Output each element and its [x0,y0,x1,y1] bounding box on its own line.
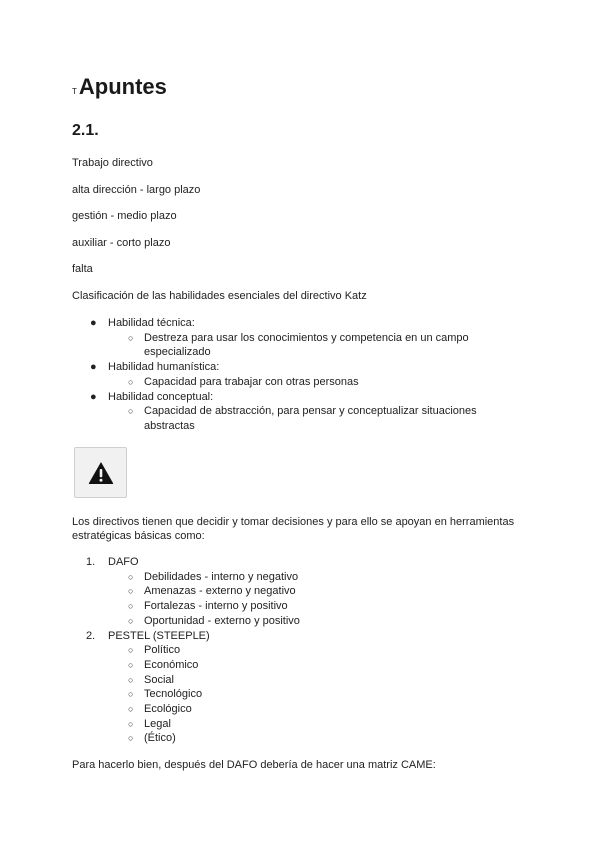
skill-label: Habilidad conceptual: [108,390,214,403]
tool-label: PESTEL (STEEPLE) [108,629,210,642]
skill-label: Habilidad técnica: [108,317,195,329]
tool-subitem: Tecnológico [144,688,203,701]
tools-list [72,555,524,746]
list-item [72,331,524,360]
number-marker: 1. [86,556,96,568]
circle-marker: ○ [128,601,134,612]
list-item [72,731,524,746]
paragraph-gestion: gestión - medio plazo [72,210,177,222]
tool-subitem: Amenazas - externo y negativo [144,585,296,598]
paragraph-falta: falta [72,263,93,275]
bullet-marker: ● [90,317,97,329]
list-item [72,658,524,673]
bullet-marker: ● [90,390,97,403]
circle-marker: ○ [128,659,134,670]
skill-label: Habilidad humanística: [108,361,220,374]
list-item [72,570,524,585]
title-text: Apuntes [78,74,167,99]
number-marker: 2. [86,629,96,642]
section-heading: 2.1. [72,122,99,139]
tool-subitem: Debilidades - interno y negativo [144,570,299,583]
paragraph-alta-direccion: alta dirección - largo plazo [72,184,201,196]
paragraph-trabajo-directivo: Trabajo directivo [72,157,153,169]
circle-marker: ○ [128,733,134,744]
skill-detail: Capacidad para trabajar con otras personas [144,375,359,388]
list-item [72,643,524,658]
list-item [72,629,524,644]
list-item [72,614,524,629]
circle-marker: ○ [128,674,134,685]
skill-detail: Capacidad de abstracción, para pensar y conceptualizar situaciones abstractas [144,405,477,432]
tool-subitem: Legal [144,717,171,730]
circle-marker: ○ [128,376,134,387]
list-item [72,599,524,614]
skills-list [72,316,524,434]
circle-marker: ○ [128,615,134,626]
list-item [72,360,524,375]
list-item [72,555,524,570]
list-item [72,717,524,732]
circle-marker: ○ [128,645,134,656]
callout-box [74,447,127,498]
circle-marker: ○ [128,571,134,582]
title-prefix: T [72,87,77,96]
circle-marker: ○ [128,586,134,597]
tool-subitem: Económico [144,658,199,671]
paragraph-clasificacion: Clasificación de las habilidades esenciales del directivo Katz [72,290,367,302]
tool-label: DAFO [108,556,139,568]
list-item [72,390,524,405]
paragraph-came: Para hacerlo bien, después del DAFO debería de hacer una matriz CAME: [72,759,436,771]
tool-subitem: Fortalezas - interno y positivo [144,600,288,613]
warning-icon [88,461,114,485]
list-item [72,375,524,390]
list-item [72,687,524,702]
list-item [72,584,524,599]
list-item [72,673,524,688]
tool-subitem: Ecológico [144,703,192,716]
circle-marker: ○ [128,689,134,700]
bullet-marker: ● [90,361,97,374]
circle-marker: ○ [128,332,134,343]
page-title [72,74,167,100]
list-item [72,702,524,717]
tool-subitem: Social [144,673,174,686]
paragraph-auxiliar: auxiliar - corto plazo [72,237,171,249]
tool-subitem: Oportunidad - externo y positivo [144,614,300,627]
paragraph-directivos: Los directivos tienen que decidir y tomar decisiones y para ello se apoyan en herramientas estratégicas básicas como: [72,516,515,542]
circle-marker: ○ [128,718,134,729]
circle-marker: ○ [128,704,134,715]
list-item [72,316,524,331]
tool-subitem: (Ético) [144,732,176,745]
skill-detail: Destreza para usar los conocimientos y competencia en un campo especializado [144,331,469,359]
circle-marker: ○ [128,406,134,417]
list-item [72,404,524,433]
tool-subitem: Político [144,644,181,657]
